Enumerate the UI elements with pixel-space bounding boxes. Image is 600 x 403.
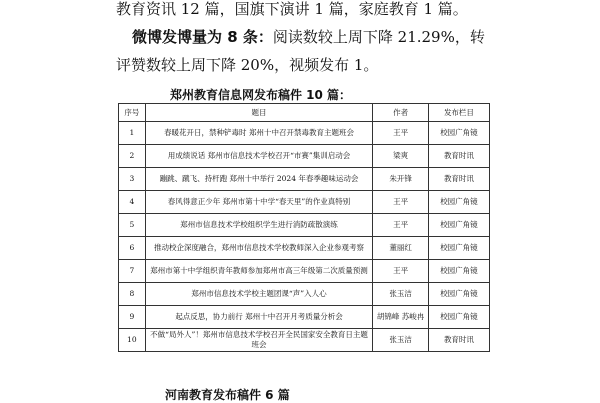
row-author: 梁爽: [373, 145, 429, 168]
row-no: 5: [119, 214, 146, 237]
row-author: 胡锦峰 苏峻冉: [373, 306, 429, 329]
table-row: [119, 260, 490, 283]
row-title: 郑州市信息技术学校主题团课“声”入人心: [145, 283, 373, 306]
row-column: 校园广角镜: [428, 191, 489, 214]
header-author: 作者: [373, 104, 429, 122]
row-title: 推动校企深度融合，郑州市信息技术学校教师深入企业参观考察: [145, 237, 373, 260]
row-author: 董丽红: [373, 237, 429, 260]
row-author: 张玉洁: [373, 329, 429, 352]
weibo-count-heading: 微博发博量为 8 条：: [132, 28, 273, 46]
table-row: [119, 283, 490, 306]
row-no: 2: [119, 145, 146, 168]
articles-table: [118, 103, 490, 352]
row-title: 春风得意正少年 郑州市第十中学“春天里”的作业真特别: [145, 191, 373, 214]
row-title: 春暖花开日，禁种铲毒时 郑州十中召开禁毒教育主题班会: [145, 122, 373, 145]
row-no: 8: [119, 283, 146, 306]
row-title: 郑州市第十中学组织青年教师参加郑州市高三年级第二次质量预测: [145, 260, 373, 283]
table-row: [119, 329, 490, 352]
row-column: 校园广角镜: [428, 122, 489, 145]
row-column: 校园广角镜: [428, 260, 489, 283]
row-author: 王平: [373, 191, 429, 214]
row-author: 张玉洁: [373, 283, 429, 306]
table-row: [119, 214, 490, 237]
row-title: 郑州市信息技术学校组织学生进行消防疏散演练: [145, 214, 373, 237]
row-no: 6: [119, 237, 146, 260]
row-column: 校园广角镜: [428, 214, 489, 237]
row-author: 王平: [373, 260, 429, 283]
row-column: 校园广角镜: [428, 283, 489, 306]
row-column: 教育时讯: [428, 329, 489, 352]
row-title: 不做“局外人”！郑州市信息技术学校召开全民国家安全教育日主题班会: [145, 329, 373, 352]
table-caption: 郑州教育信息网发布稿件 10 篇：: [170, 88, 352, 102]
row-column: 校园广角镜: [428, 237, 489, 260]
row-column: 教育时讯: [428, 168, 489, 191]
table-row: [119, 168, 490, 191]
paragraph-line-1: 教育资讯 12 篇，国旗下演讲 1 篇，家庭教育 1 篇。: [116, 0, 468, 18]
row-no: 7: [119, 260, 146, 283]
weibo-read-stat: 阅读数较上周下降 21.29%，转: [272, 28, 485, 46]
row-author: 王平: [373, 214, 429, 237]
row-no: 4: [119, 191, 146, 214]
row-column: 校园广角镜: [428, 306, 489, 329]
row-title: 蹦跳、蹴飞、持杆跑 郑州十中举行 2024 年春季趣味运动会: [145, 168, 373, 191]
paragraph-line-2: [132, 28, 485, 46]
row-no: 10: [119, 329, 146, 352]
row-column: 教育时讯: [428, 145, 489, 168]
table-row: [119, 145, 490, 168]
table-row: [119, 191, 490, 214]
header-title: 题目: [145, 104, 373, 122]
table-row: [119, 306, 490, 329]
row-no: 3: [119, 168, 146, 191]
row-no: 9: [119, 306, 146, 329]
row-author: 朱开锋: [373, 168, 429, 191]
table-row: [119, 237, 490, 260]
henan-caption: 河南教育发布稿件 6 篇: [165, 388, 290, 402]
table-row: [119, 122, 490, 145]
row-no: 1: [119, 122, 146, 145]
header-column: 发布栏目: [428, 104, 489, 122]
row-author: 王平: [373, 122, 429, 145]
table-header-row: [119, 104, 490, 122]
row-title: 用成绩说话 郑州市信息技术学校召开“市赛”集训启动会: [145, 145, 373, 168]
header-no: 序号: [119, 104, 146, 122]
paragraph-line-3: 评赞数较上周下降 20%，视频发布 1。: [116, 56, 379, 74]
row-title: 起点反思，协力前行 郑州十中召开月考质量分析会: [145, 306, 373, 329]
